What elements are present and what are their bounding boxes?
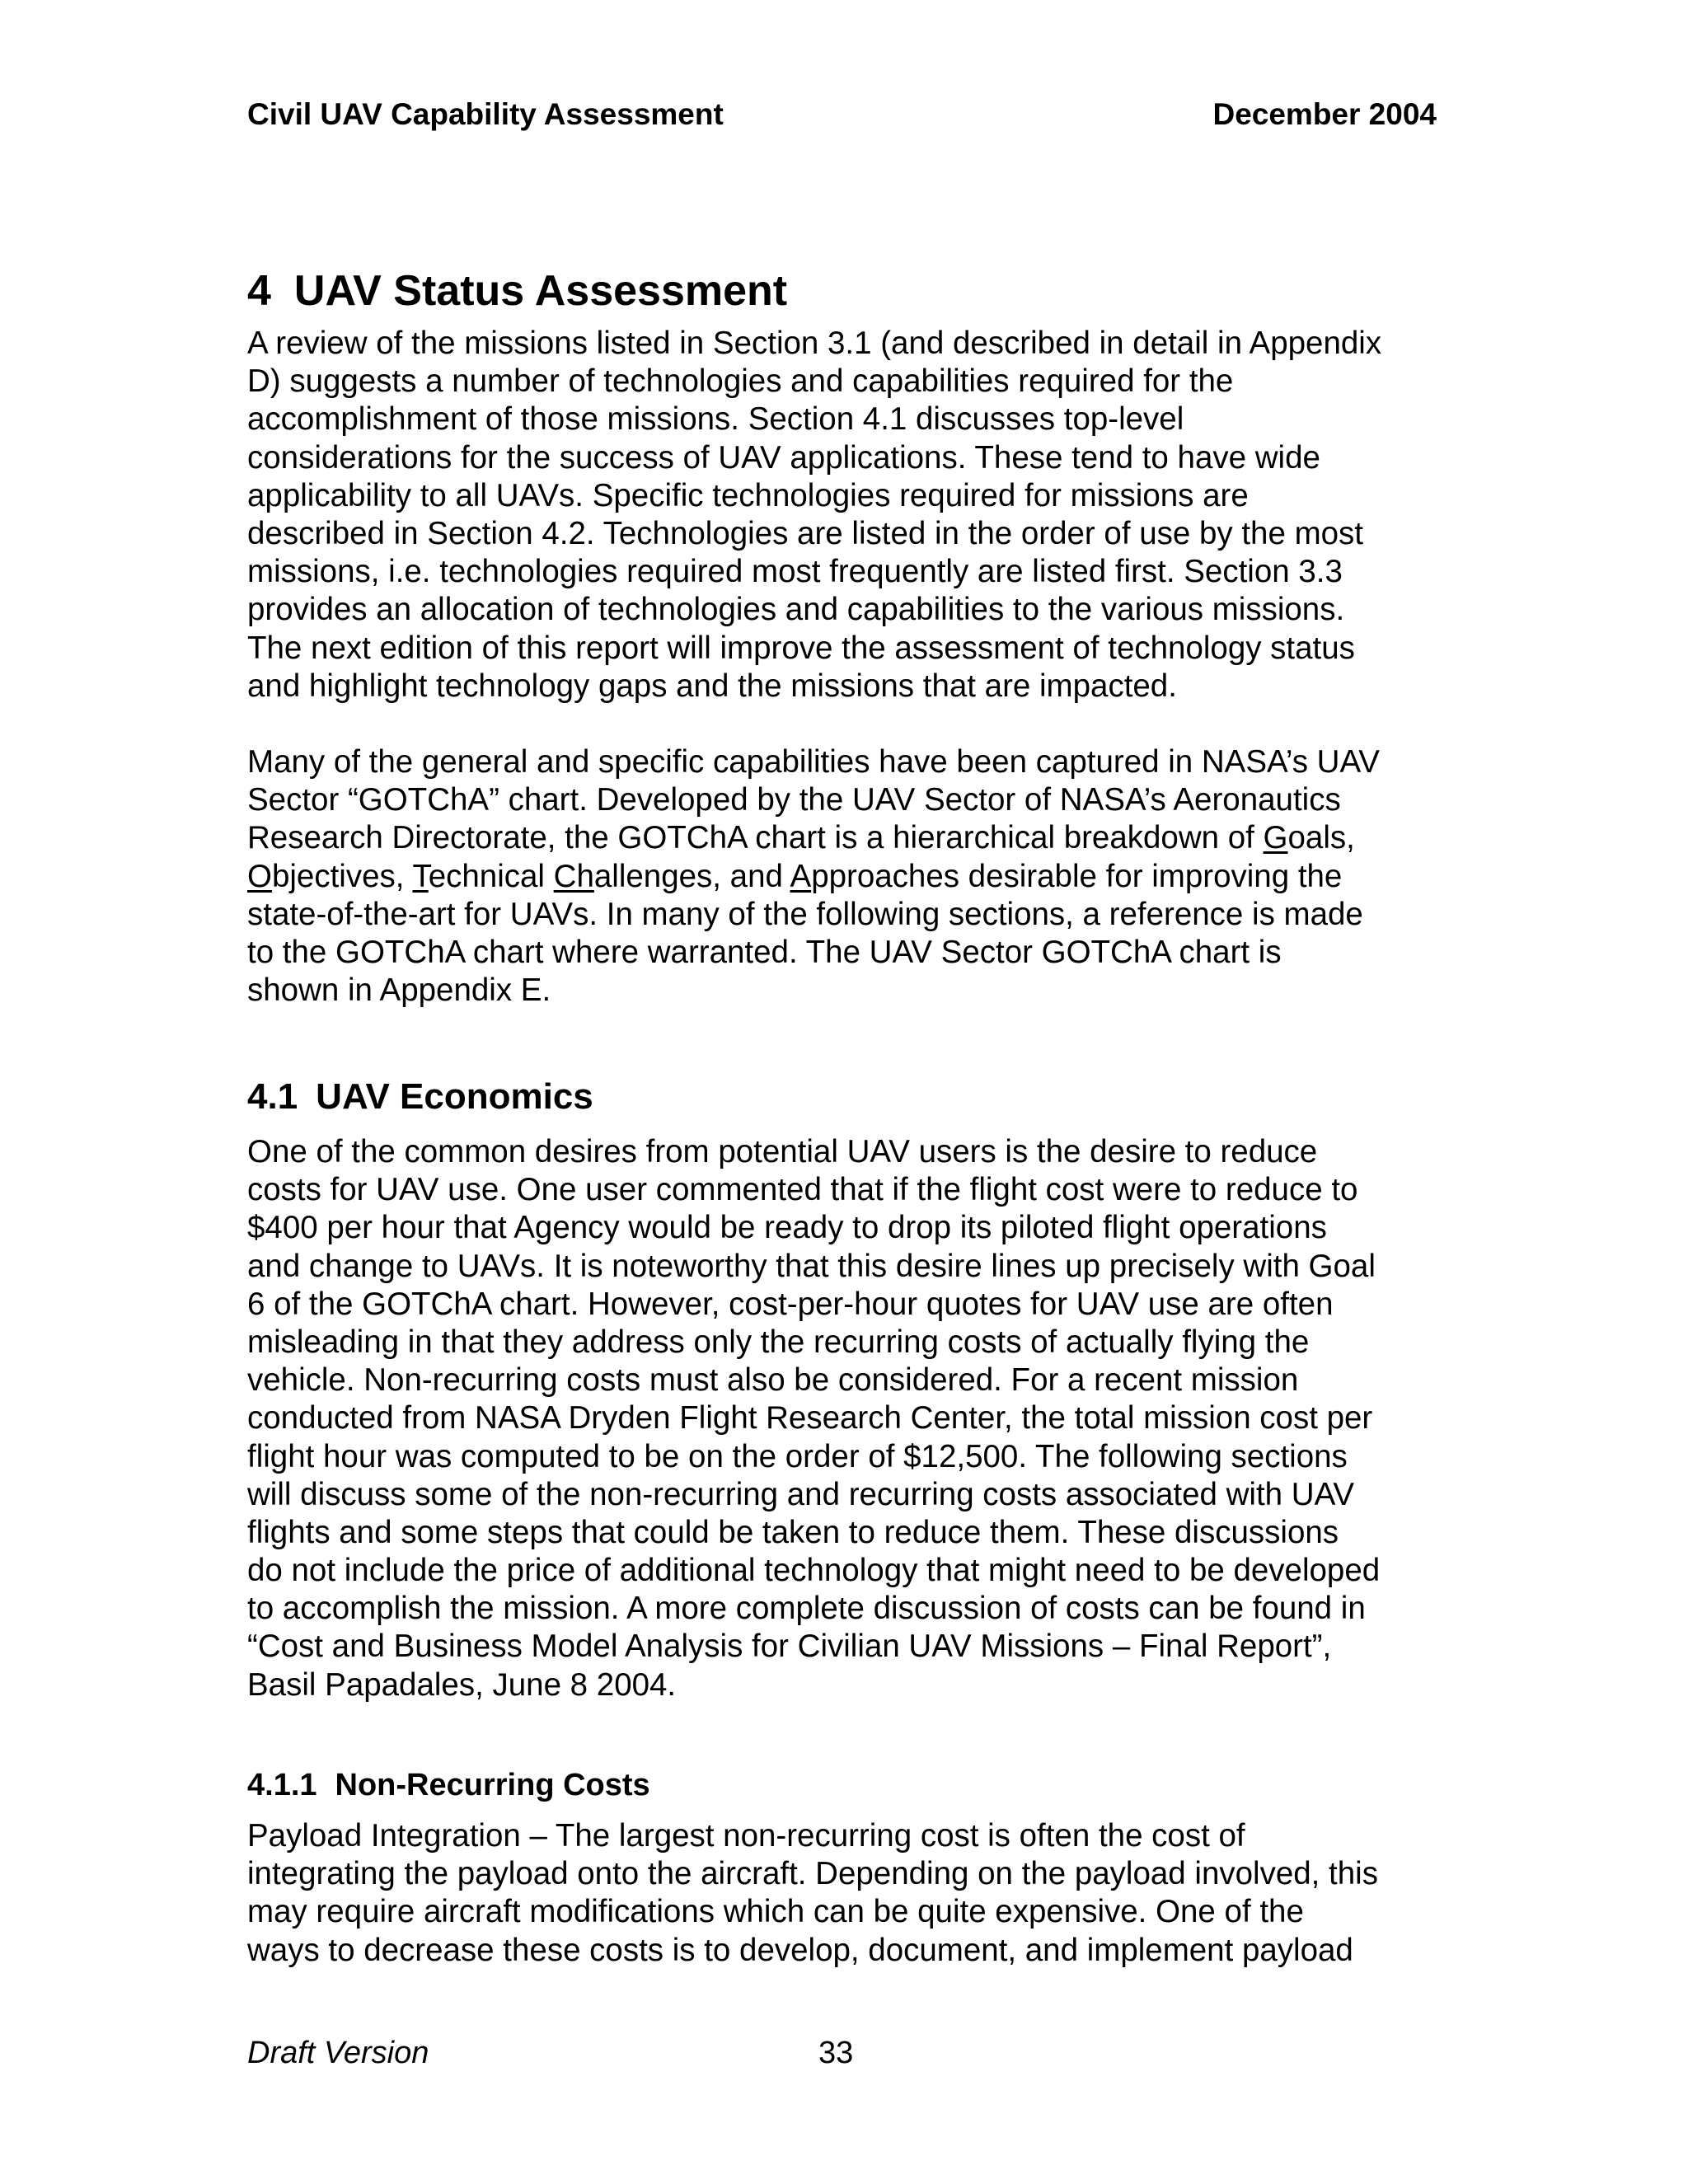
gotcha-letter-t: T [412, 858, 429, 894]
section-4-paragraph-2 [247, 743, 1380, 1010]
section-4-1-1-number: 4.1.1 [247, 1768, 317, 1802]
text-line: Payload Integration – The largest non-recurring cost is often the cost of [247, 1818, 1245, 1854]
text-line: ways to decrease these costs is to develop, document, and implement payload [247, 1932, 1353, 1968]
text-line: Sector “GOTChA” chart. Developed by the UAV Sector of NASA’s Aeronautics [247, 782, 1341, 818]
text-line: 6 of the GOTChA chart. However, cost-per-hour quotes for UAV use are often [247, 1286, 1334, 1322]
text-line: costs for UAV use. One user commented that if the flight cost were to reduce to [247, 1172, 1358, 1208]
section-4-1-1-title: Non-Recurring Costs [335, 1768, 650, 1802]
text-line: “Cost and Business Model Analysis for Civilian UAV Missions – Final Report”, [247, 1629, 1332, 1665]
section-4-paragraph-1 [247, 325, 1381, 705]
section-4-1-1-paragraph [247, 1817, 1378, 1970]
text-line: to the GOTChA chart where warranted. The UAV Sector GOTChA chart is [247, 934, 1282, 970]
running-header-title: Civil UAV Capability Assessment [247, 97, 724, 131]
text-run: pproaches desirable for improving the [811, 858, 1343, 894]
text-line: conducted from NASA Dryden Flight Research Center, the total mission cost per [247, 1400, 1373, 1436]
text-line: shown in Appendix E. [247, 972, 551, 1009]
text-line: state-of-the-art for UAVs. In many of the following sections, a reference is made [247, 896, 1363, 932]
text-run: bjectives, [271, 858, 413, 894]
section-4-1-1-heading [247, 1768, 650, 1803]
text-run: echnical [428, 858, 554, 894]
running-header-date: December 2004 [1212, 97, 1437, 131]
section-4-1-title: UAV Economics [316, 1076, 593, 1117]
text-run: allenges, and [593, 858, 790, 894]
text-line: and highlight technology gaps and the missions that are impacted. [247, 668, 1177, 704]
text-line: to accomplish the mission. A more complete discussion of costs can be found in [247, 1591, 1366, 1627]
text-line: considerations for the success of UAV applications. These tend to have wide [247, 439, 1320, 476]
text-line: may require aircraft modifications which can be quite expensive. One of the [247, 1894, 1304, 1930]
text-line [247, 858, 1380, 896]
text-line: $400 per hour that Agency would be ready to drop its piloted flight operations [247, 1210, 1327, 1246]
text-line: flight hour was computed to be on the order of $12,500. The following sections [247, 1438, 1348, 1474]
footer-draft-label: Draft Version [247, 2036, 429, 2070]
gotcha-letter-g: G [1263, 820, 1288, 856]
text-line: applicability to all UAVs. Specific technologies required for missions are [247, 477, 1249, 513]
text-line: accomplishment of those missions. Section 4.1 discusses top-level [247, 401, 1184, 438]
section-4-1-heading [247, 1076, 593, 1118]
text-line: flights and some steps that could be taken to reduce them. These discussions [247, 1514, 1339, 1550]
text-run: Research Directorate, the GOTChA chart is a hierarchical breakdown of [247, 820, 1264, 856]
text-line: misleading in that they address only the recurring costs of actually flying the [247, 1324, 1310, 1360]
text-line: and change to UAVs. It is noteworthy that this desire lines up precisely with Goal [247, 1248, 1376, 1284]
text-line: integrating the payload onto the aircraft. Depending on the payload involved, this [247, 1856, 1378, 1892]
text-line: do not include the price of additional technology that might need to be developed [247, 1553, 1381, 1589]
text-line: Many of the general and specific capabilities have been captured in NASA’s UAV [247, 744, 1380, 780]
gotcha-letter-o: O [247, 858, 272, 894]
section-4-heading [247, 266, 787, 316]
section-4-title: UAV Status Assessment [293, 267, 788, 315]
text-line: described in Section 4.2. Technologies are listed in the order of use by the most [247, 515, 1364, 551]
text-line: provides an allocation of technologies and capabilities to the various missions. [247, 592, 1345, 628]
text-line [247, 819, 1380, 857]
text-line: will discuss some of the non-recurring and recurring costs associated with UAV [247, 1476, 1355, 1512]
text-line: vehicle. Non-recurring costs must also be considered. For a recent mission [247, 1362, 1299, 1399]
text-line: One of the common desires from potential UAV users is the desire to reduce [247, 1134, 1318, 1169]
gotcha-letters-ch: Ch [553, 858, 594, 894]
text-line: missions, i.e. technologies required most frequently are listed first. Section 3.3 [247, 554, 1343, 590]
page-number: 33 [818, 2036, 854, 2070]
section-4-number: 4 [247, 267, 271, 315]
text-line: A review of the missions listed in Section 3.1 (and described in detail in Appendix [247, 326, 1382, 361]
text-run: oals, [1287, 820, 1355, 856]
gotcha-letter-a: A [790, 858, 812, 894]
section-4-1-number: 4.1 [247, 1076, 298, 1117]
text-line: The next edition of this report will improve the assessment of technology status [247, 630, 1355, 666]
section-4-1-paragraph [247, 1133, 1380, 1704]
text-line: D) suggests a number of technologies and capabilities required for the [247, 363, 1234, 400]
text-line: Basil Papadales, June 8 2004. [247, 1666, 677, 1703]
